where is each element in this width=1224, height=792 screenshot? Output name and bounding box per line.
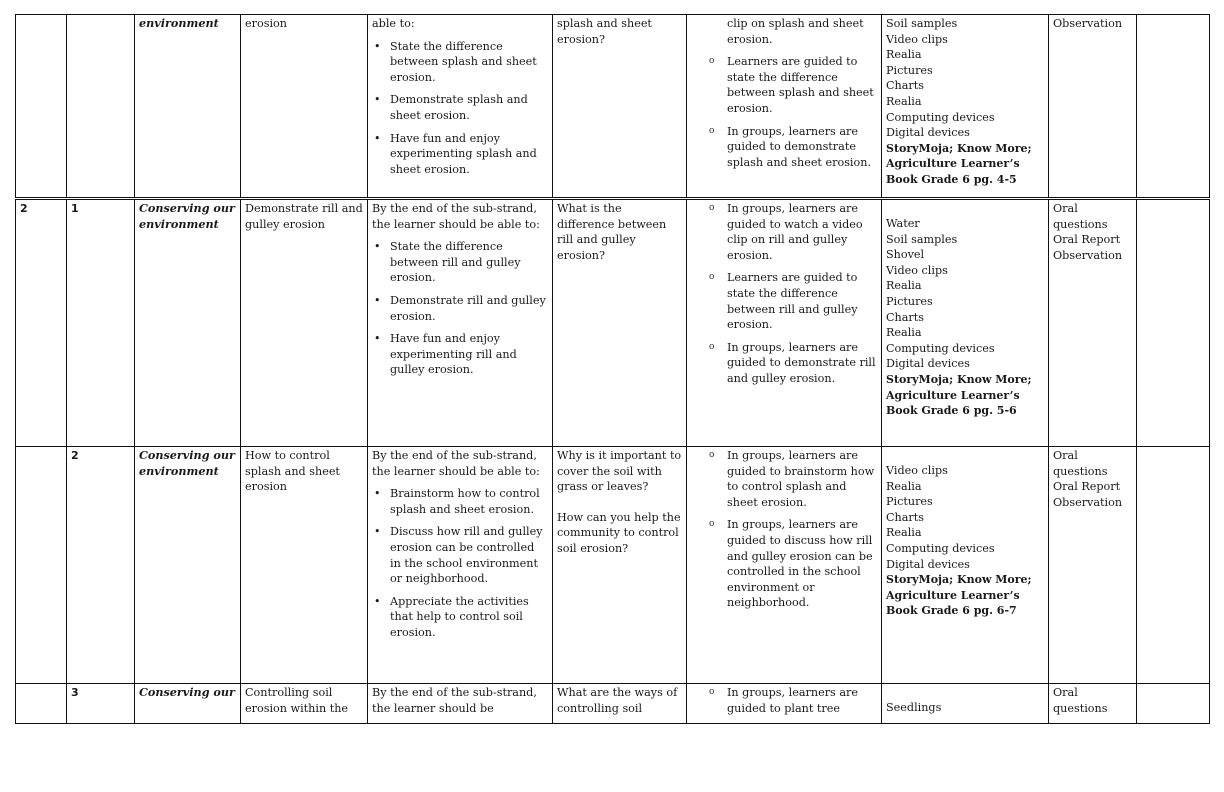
- experience-item: o In groups, learners are guided to discuss how rill and gulley erosion can be controlled in the school environment or neighborhood.: [727, 517, 877, 611]
- strand-cell: [135, 15, 241, 199]
- sub-strand-cell: [241, 15, 368, 199]
- outcome-item: • Discuss how rill and gulley erosion can be controlled in the school environment or neighborhood.: [390, 524, 548, 586]
- strand-text: Conserving our environment: [139, 201, 235, 231]
- resource-item: Realia: [886, 326, 922, 340]
- lesson-number: 2: [71, 449, 79, 462]
- outcome-item: • Demonstrate splash and sheet erosion.: [390, 92, 548, 123]
- outcome-item: • Have fun and enjoy experimenting rill and gulley erosion.: [390, 331, 548, 378]
- lesson-cell: [67, 684, 135, 724]
- experience-item: o In groups, learners are guided to plant tree: [727, 685, 877, 716]
- resource-item: Realia: [886, 479, 922, 493]
- resources-cell: [882, 199, 1049, 447]
- learning-experiences-cell: [687, 447, 882, 684]
- resource-book-reference: StoryMoja; Know More; Agriculture Learner’s Book Grade 6 pg. 5-6: [886, 372, 1032, 418]
- assessment-cell: [1049, 684, 1137, 724]
- outcome-item: • Demonstrate rill and gulley erosion.: [390, 293, 548, 324]
- resources-list: [886, 685, 1044, 716]
- strand-text: environment: [139, 16, 219, 30]
- experiences-list: [691, 201, 877, 387]
- assessment-item: Oral Report: [1053, 233, 1121, 247]
- assessment-item: Oral Report: [1053, 480, 1121, 494]
- reflection-cell: [1137, 447, 1210, 684]
- assessment-item: Oral questions: [1053, 686, 1108, 715]
- learning-outcomes-cell: [368, 684, 553, 724]
- assessment-item: Observation: [1053, 248, 1123, 262]
- strand-text: Conserving our: [139, 685, 235, 699]
- resource-item: Video clips: [886, 464, 948, 477]
- resources-list: [886, 448, 1044, 572]
- week-cell: [16, 15, 67, 199]
- strand-text: Conserving our environment: [139, 448, 235, 478]
- resource-item: Charts: [886, 510, 925, 524]
- week-cell: [16, 447, 67, 684]
- outcomes-list: [372, 239, 548, 378]
- table-row: [16, 447, 1210, 684]
- experiences-list: [691, 685, 877, 716]
- sub-strand-cell: [241, 684, 368, 724]
- resource-item: Digital devices: [886, 357, 970, 371]
- resource-item: Soil samples: [886, 17, 958, 30]
- resource-item: Shovel: [886, 248, 925, 262]
- resource-item: Pictures: [886, 495, 933, 509]
- resource-item: Video clips: [886, 32, 948, 46]
- resource-item: Charts: [886, 310, 925, 324]
- lesson-cell: [67, 15, 135, 199]
- experience-item: o In groups, learners are guided to demonstrate rill and gulley erosion.: [727, 340, 877, 387]
- sub-strand-text: erosion: [245, 17, 287, 30]
- lesson-cell: [67, 447, 135, 684]
- resource-item: Digital devices: [886, 126, 970, 140]
- inquiry-question: splash and sheet erosion?: [557, 17, 652, 46]
- table-row: [16, 15, 1210, 199]
- experience-item: o In groups, learners are guided to demonstrate splash and sheet erosion.: [727, 124, 877, 171]
- outcomes-intro: By the end of the sub-strand, the learner should be able to:: [372, 449, 540, 478]
- learning-outcomes-cell: [368, 447, 553, 684]
- learning-experiences-cell: [687, 199, 882, 447]
- inquiry-questions-cell: [553, 447, 687, 684]
- assessment-cell: [1049, 447, 1137, 684]
- assessment-item: Observation: [1053, 17, 1123, 30]
- resources-list: [886, 201, 1044, 372]
- assessment-item: Observation: [1053, 495, 1123, 509]
- resource-item: Computing devices: [886, 110, 995, 124]
- lesson-number: 1: [71, 202, 79, 215]
- resource-item: Water: [886, 217, 920, 230]
- sub-strand-text: Controlling soil erosion within the: [245, 686, 349, 715]
- sub-strand-text: How to control splash and sheet erosion: [245, 449, 340, 494]
- assessment-cell: [1049, 199, 1137, 447]
- experience-item: o In groups, learners are guided to watch a video clip on rill and gulley erosion.: [727, 201, 877, 263]
- inquiry-question: How can you help the community to control soil erosion?: [557, 510, 681, 555]
- table-row: [16, 684, 1210, 724]
- week-cell: [16, 684, 67, 724]
- resource-item: Pictures: [886, 294, 933, 308]
- resources-list: [886, 16, 1044, 141]
- assessment-cell: [1049, 15, 1137, 199]
- experiences-list: [691, 16, 877, 170]
- outcome-item: • State the difference between rill and gulley erosion.: [390, 239, 548, 286]
- reflection-cell: [1137, 15, 1210, 199]
- strand-cell: [135, 684, 241, 724]
- lesson-cell: [67, 199, 135, 447]
- resources-cell: [882, 684, 1049, 724]
- sub-strand-cell: [241, 199, 368, 447]
- resource-item: Computing devices: [886, 541, 995, 555]
- resource-item: Seedlings: [886, 701, 942, 714]
- sub-strand-text: Demonstrate rill and gulley erosion: [245, 202, 363, 231]
- scheme-of-work-table: [15, 14, 1210, 724]
- inquiry-question: What are the ways of controlling soil: [557, 686, 678, 715]
- resource-item: Charts: [886, 79, 925, 93]
- reflection-cell: [1137, 684, 1210, 724]
- week-number: 2: [20, 202, 28, 215]
- learning-outcomes-cell: [368, 199, 553, 447]
- inquiry-questions-cell: [553, 15, 687, 199]
- experience-item: o In groups, learners are guided to brainstorm how to control splash and sheet erosion.: [727, 448, 877, 510]
- experiences-list: [691, 448, 877, 611]
- lesson-number: 3: [71, 686, 79, 699]
- experience-item: o Learners are guided to state the difference between rill and gulley erosion.: [727, 270, 877, 332]
- outcome-item: • Brainstorm how to control splash and sheet erosion.: [390, 486, 548, 517]
- outcomes-intro: By the end of the sub-strand, the learner should be able to:: [372, 202, 540, 231]
- strand-cell: [135, 447, 241, 684]
- inquiry-question: What is the difference between rill and gulley erosion?: [557, 202, 667, 262]
- table-row: [16, 199, 1210, 447]
- inquiry-questions-cell: [553, 199, 687, 447]
- outcomes-intro: By the end of the sub-strand, the learner should be: [372, 686, 537, 715]
- resource-book-reference: StoryMoja; Know More; Agriculture Learner’s Book Grade 6 pg. 4-5: [886, 141, 1032, 186]
- learning-experiences-cell: [687, 684, 882, 724]
- resource-item: Realia: [886, 48, 922, 62]
- resource-item: Digital devices: [886, 557, 970, 571]
- resource-item: Computing devices: [886, 341, 995, 355]
- inquiry-question: Why is it important to cover the soil with grass or leaves?: [557, 449, 682, 494]
- strand-cell: [135, 199, 241, 447]
- resource-item: Soil samples: [886, 232, 958, 246]
- reflection-cell: [1137, 199, 1210, 447]
- resources-cell: [882, 447, 1049, 684]
- outcome-item: • Have fun and enjoy experimenting splash and sheet erosion.: [390, 131, 548, 178]
- assessment-item: Oral questions: [1053, 449, 1108, 478]
- resource-book-reference: StoryMoja; Know More; Agriculture Learner’s Book Grade 6 pg. 6-7: [886, 573, 1032, 618]
- learning-outcomes-cell: [368, 15, 553, 199]
- outcomes-list: [372, 486, 548, 640]
- outcomes-intro: able to:: [372, 17, 415, 30]
- outcome-item: • Appreciate the activities that help to control soil erosion.: [390, 594, 548, 641]
- learning-experiences-cell: [687, 15, 882, 199]
- experience-item: o Learners are guided to state the difference between splash and sheet erosion.: [727, 54, 877, 116]
- resource-item: Video clips: [886, 263, 948, 277]
- assessment-item: Oral questions: [1053, 202, 1108, 231]
- resource-item: Realia: [886, 526, 922, 540]
- outcome-item: • State the difference between splash and sheet erosion.: [390, 39, 548, 86]
- resources-cell: [882, 15, 1049, 199]
- outcomes-list: [372, 39, 548, 178]
- experience-item: clip on splash and sheet erosion.: [727, 17, 864, 46]
- inquiry-questions-cell: [553, 684, 687, 724]
- week-cell: [16, 199, 67, 447]
- sub-strand-cell: [241, 447, 368, 684]
- resource-item: Realia: [886, 94, 922, 108]
- resource-item: Pictures: [886, 63, 933, 77]
- resource-item: Realia: [886, 279, 922, 293]
